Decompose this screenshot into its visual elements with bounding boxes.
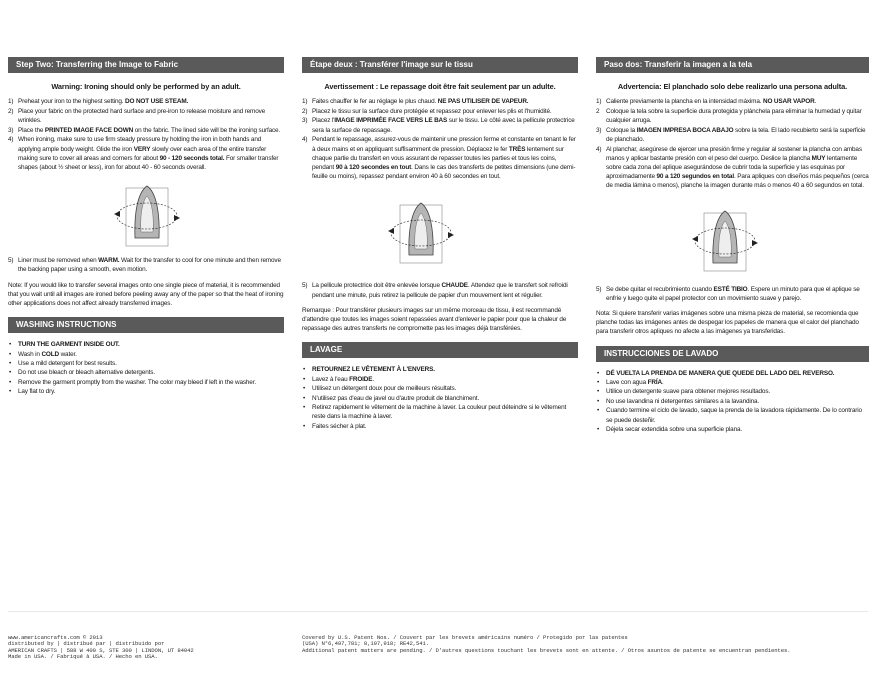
washing-item: [302, 365, 578, 374]
iron-diagram-icon: [374, 193, 464, 275]
step-item: [8, 135, 284, 172]
step-item: [8, 256, 284, 274]
emphasis-text: DÉ VUELTA LA PRENDA DE MANERA QUE QUEDE DEL LADO DEL REVERSO.: [606, 369, 835, 377]
bullet-icon: •: [9, 388, 12, 396]
french-step-5: [302, 281, 578, 299]
body-text: . Espere un minuto para que el aplique se enfríe y luego quite el papel protector con un movimiento suave y parejo.: [606, 285, 860, 302]
washing-item: [8, 378, 284, 387]
step-number: 2): [8, 107, 14, 115]
emphasis-text: 90 - 120 seconds total.: [159, 154, 225, 162]
emphasis-text: ESTÉ TIBIO: [713, 285, 748, 293]
step-item: [8, 97, 284, 106]
bullet-icon: •: [597, 407, 600, 415]
footer-distributed-by: distributed by | distribué par | distribuido por: [8, 640, 165, 648]
body-text: Placez le tissu sur la surface dure protégée et repassez pour enlever les plis et l'humidité.: [312, 107, 552, 115]
bullet-icon: •: [9, 369, 12, 377]
body-text: Liner must be removed when: [18, 257, 99, 265]
french-column: [302, 57, 578, 431]
step-number: 1): [8, 98, 14, 105]
emphasis-text: MUY: [811, 154, 826, 162]
iron-diagram-icon: [100, 182, 190, 252]
body-text: No use lavandina ni detergentes similares a la lavandina.: [606, 397, 760, 405]
body-text: . Para apliques con diseños más pequeños (cerca de media lámina o menos), planche la imagen durante más o menos 40 a 60 segundos en total.: [606, 173, 869, 190]
washing-item: [302, 403, 578, 422]
step-number: 3): [596, 126, 602, 134]
body-text: Pendant le repassage, assurez-vous de maintenir une pression ferme et constante en tenant le fer à deux mains et en appliquant suffisamment de pression. Déplacez le fer: [312, 136, 576, 153]
footer-distributor: [8, 635, 278, 661]
emphasis-text: IMAGEN IMPRESA BOCA ABAJO: [636, 126, 734, 134]
body-text: Déjela secar extendida sobre una superficie plana.: [606, 425, 743, 433]
washing-item: [302, 422, 578, 431]
step-item: [596, 145, 869, 191]
body-text: Faites chauffer le fer au réglage le plus chaud.: [312, 98, 438, 105]
english-warning: Warning: Ironing should only be performed by an adult.: [51, 82, 241, 91]
washing-item: [8, 387, 284, 396]
english-steps: [8, 97, 284, 172]
english-washing-list: [8, 340, 284, 396]
body-text: Use a mild detergent for best results.: [18, 359, 117, 367]
body-text: Remove the garment promptly from the washer. The color may bleed if left in the washer.: [18, 378, 256, 386]
step-number: 4): [302, 136, 308, 144]
body-text: on the fabric. The lined side will be the ironing surface.: [133, 126, 281, 134]
step-item: [302, 281, 578, 299]
emphasis-text: RETOURNEZ LE VÊTEMENT À L'ENVERS.: [312, 366, 435, 374]
washing-item: [8, 340, 284, 349]
step-number: 2: [596, 107, 600, 115]
step-number: 2): [302, 107, 308, 115]
step-item: [302, 135, 578, 181]
body-text: . Dans le cas des transferts de petites dimensions (une demi-feuille ou moins), repassez pendant environ 40 à 60 secondes en tout.: [312, 163, 576, 181]
body-text: lentamente sobre cada zona del aplique asegurándose de cubrir toda la superficie y las esquinas por aproximadamente: [606, 154, 858, 181]
spanish-note: Nota: Si quiere transferir varias imágenes sobre una misma pieza de material, se recomienda que planche todas las imágenes antes de despegar los papeles de manera que el calor del planchado para transferir otros apliques no afecte a las imágenes ya transferidas.: [596, 309, 859, 336]
spanish-column: [596, 57, 869, 434]
washing-item: [596, 397, 869, 406]
emphasis-text: 90 à 120 secondes en tout: [335, 163, 412, 171]
emphasis-text: NO USAR VAPOR: [763, 98, 815, 105]
emphasis-text: CHAUDE: [441, 282, 468, 290]
body-text: Utilisez un détergent doux pour de meilleurs résultats.: [312, 385, 457, 393]
french-washing-list: [302, 365, 578, 431]
washing-item: [8, 368, 284, 377]
footer-divider: [8, 611, 868, 612]
english-step-5: [8, 256, 284, 274]
footer-made-in: Made in USA. / Fabriqué à USA. / Hecho en USA.: [8, 653, 158, 661]
washing-item: [302, 375, 578, 384]
step-number: 4): [8, 136, 14, 144]
washing-item: [596, 387, 869, 396]
bullet-icon: •: [597, 378, 600, 386]
body-text: . Attendez que le transfert soit refroidi pendant une minute, puis retirez la pellicule de papier d'un mouvement lent et régulier.: [312, 282, 568, 299]
english-step-two-header: Step Two: Transferring the Image to Fabric: [8, 57, 284, 73]
step-item: [302, 116, 578, 134]
bullet-icon: •: [303, 375, 306, 383]
emphasis-text: TRÈS: [508, 145, 526, 153]
bullet-icon: •: [9, 341, 12, 349]
body-text: Wait for the transfer to cool for one minute and then remove the backing paper using a smooth, even motion.: [18, 257, 281, 274]
spanish-washing-header: INSTRUCCIONES DE LAVADO: [596, 346, 869, 362]
footer-patents: [302, 635, 862, 654]
step-item: [8, 107, 284, 125]
body-text: Coloque la: [606, 126, 637, 134]
bullet-icon: •: [303, 403, 306, 411]
washing-item: [596, 378, 869, 387]
body-text: Preheat your iron to the highest setting.: [18, 98, 126, 105]
emphasis-text: FROIDE: [349, 375, 373, 383]
english-note: Note: If you would like to transfer several images onto one single piece of material, it is recommended that you wait until all images are ironed before peeling away any of the paper so that the heat of ironing other applications does not affect already transferred images.: [8, 281, 284, 307]
step-number: 3): [302, 117, 308, 125]
body-text: Coloque la tela sobre la superficie dura protegida y plánchela para eliminar la humedad y quitar cualquier arruga.: [606, 107, 862, 124]
spanish-step-5: [596, 285, 869, 303]
emphasis-text: FRÍA: [647, 378, 662, 386]
body-text: Al planchar, asegúrese de ejercer una presión firme y regular al sostener la plancha con ambas manos y aplicar bastante presión con el peso del cuerpo. Deslice la plancha: [606, 145, 862, 162]
step-item: [8, 126, 284, 135]
english-washing-header: WASHING INSTRUCTIONS: [8, 317, 284, 333]
body-text: Do not use bleach or bleach alternative detergents.: [18, 369, 155, 377]
body-text: Placez l': [312, 117, 335, 125]
body-text: Wash in: [18, 350, 42, 358]
bullet-icon: •: [597, 369, 600, 377]
step-item: [596, 285, 869, 303]
french-iron-figure: [302, 189, 578, 275]
body-text: .: [372, 375, 375, 383]
body-text: .: [814, 98, 817, 105]
english-column: [8, 57, 284, 397]
emphasis-text: IMAGE IMPRIMÉE FACE VERS LE BAS: [334, 117, 448, 125]
step-item: [596, 107, 869, 125]
body-text: Cuando termine el ciclo de lavado, saque la prenda de la lavadora rápidamente. De lo contrario se puede desteñir.: [606, 407, 862, 424]
bullet-icon: •: [9, 378, 12, 386]
step-item: [596, 97, 869, 106]
spanish-warning: Advertencia: El planchado solo debe realizarlo una persona adulta.: [617, 82, 848, 91]
iron-diagram-icon: [678, 203, 768, 281]
french-note: Remarque : Pour transférer plusieurs images sur un même morceau de tissu, il est recommandé d'attendre que toutes les images soient repassées avant d'enlever le papier pour que la chaleur de repassage des autres transferts ne compromette pas les images déjà transférées.: [302, 306, 567, 333]
emphasis-text: 90 a 120 segundos en total: [656, 173, 734, 181]
bullet-icon: •: [303, 422, 306, 430]
body-text: When ironing, make sure to use firm steady pressure by holding the iron in both hands and applying ample body weight. Glide the iron: [18, 136, 262, 153]
washing-item: [8, 359, 284, 368]
french-washing-header: LAVAGE: [302, 342, 578, 358]
spanish-step-two-header: Paso dos: Transferir la imagen a la tela: [596, 57, 869, 73]
emphasis-text: TURN THE GARMENT INSIDE OUT.: [18, 341, 120, 349]
bullet-icon: •: [9, 350, 12, 358]
footer-website[interactable]: www.americancrafts.com © 2013: [8, 634, 103, 641]
body-text: La pellicule protectrice doit être enlevée lorsque: [312, 282, 442, 290]
step-number: 1): [596, 98, 602, 105]
body-text: lentement sur chaque partie du transfert en vous assurant de repasser toutes les parties et tous les coins, pendant: [312, 145, 564, 171]
washing-item: [302, 394, 578, 403]
body-text: For smaller transfer shapes (about ½ sheet or less), iron for about 40 - 60 seconds overall.: [18, 154, 279, 171]
bullet-icon: •: [303, 366, 306, 374]
washing-item: [596, 425, 869, 434]
spanish-iron-figure: [596, 199, 869, 279]
bullet-icon: •: [9, 359, 12, 367]
step-number: 5): [302, 282, 308, 290]
body-text: Faites sécher à plat.: [312, 422, 367, 430]
body-text: Lavez à l'eau: [312, 375, 350, 383]
french-warning: Avertissement : Le repassage doit être fait seulement par un adulte.: [324, 82, 556, 91]
footer-patent-line-3: Additional patent matters are pending. / D'autres questions touchant les brevets sont en attente. / Otros asuntos de patente se encuentran pendientes.: [302, 646, 791, 654]
step-item: [596, 126, 869, 144]
body-text: Lave con agua: [606, 378, 648, 386]
emphasis-text: WARM.: [98, 257, 120, 265]
body-text: Lay flat to dry.: [18, 388, 56, 396]
body-text: Se debe quitar el recubrimiento cuando: [606, 285, 714, 293]
body-text: N'utilisez pas d'eau de javel ou d'autre produit de blanchiment.: [312, 394, 480, 402]
washing-item: [596, 369, 869, 378]
body-text: Retirez rapidement le vêtement de la machine à laver. La couleur peut déteindre si le vêtement reste dans la machine à laver.: [312, 403, 567, 421]
body-text: Utilice un detergente suave para obtener mejores resultados.: [606, 388, 771, 396]
footer-patent-line-2: (USA) N°6,497,781; 8,197,918; RE42,541.: [302, 640, 430, 648]
emphasis-text: NE PAS UTILISER DE VAPEUR.: [437, 98, 529, 105]
emphasis-text: PRINTED IMAGE FACE DOWN: [44, 126, 134, 134]
spanish-washing-list: [596, 369, 869, 435]
body-text: slowly over each area of the entire transfer making sure to cover all areas and corners for about: [18, 145, 267, 162]
body-text: Place your fabric on the protected hard surface and pre-iron to release moisture and remove wrinkles.: [18, 107, 266, 124]
spanish-steps: [596, 97, 869, 191]
body-text: Place the: [18, 126, 45, 134]
bullet-icon: •: [303, 394, 306, 402]
washing-item: [302, 384, 578, 393]
step-number: 1): [302, 98, 308, 105]
french-step-two-header: Étape deux : Transférer l'image sur le tissu: [302, 57, 578, 73]
washing-item: [596, 406, 869, 425]
step-item: [302, 97, 578, 106]
bullet-icon: •: [597, 388, 600, 396]
footer-patent-line-1: Covered by U.S. Patent Nos. / Couvert par les brevets américains numéro / Protegido por las patentes: [302, 634, 628, 641]
step-number: 5): [8, 257, 14, 265]
bullet-icon: •: [597, 397, 600, 405]
emphasis-text: COLD: [41, 350, 59, 358]
french-steps: [302, 97, 578, 181]
emphasis-text: VERY: [133, 145, 151, 153]
step-item: [302, 107, 578, 116]
step-number: 5): [596, 285, 602, 293]
emphasis-text: DO NOT USE STEAM.: [125, 98, 189, 105]
body-text: Caliente previamente la plancha en la intensidad máxima.: [606, 98, 763, 105]
body-text: sur le tissu. Le côté avec la pellicule protectrice sera la surface de repassage.: [312, 117, 575, 134]
footer-address: AMERICAN CRAFTS | 588 W 400 S, STE 300 | LINDON, UT 84042: [8, 646, 194, 654]
body-text: sobre la tela. El lado recubierto será la superficie de planchado.: [606, 126, 866, 143]
bullet-icon: •: [597, 425, 600, 433]
english-iron-figure: [8, 180, 284, 252]
body-text: water.: [58, 350, 77, 358]
bullet-icon: •: [303, 385, 306, 393]
washing-item: [8, 350, 284, 359]
step-number: 4): [596, 145, 602, 153]
step-number: 3): [8, 126, 14, 134]
body-text: .: [661, 378, 664, 386]
